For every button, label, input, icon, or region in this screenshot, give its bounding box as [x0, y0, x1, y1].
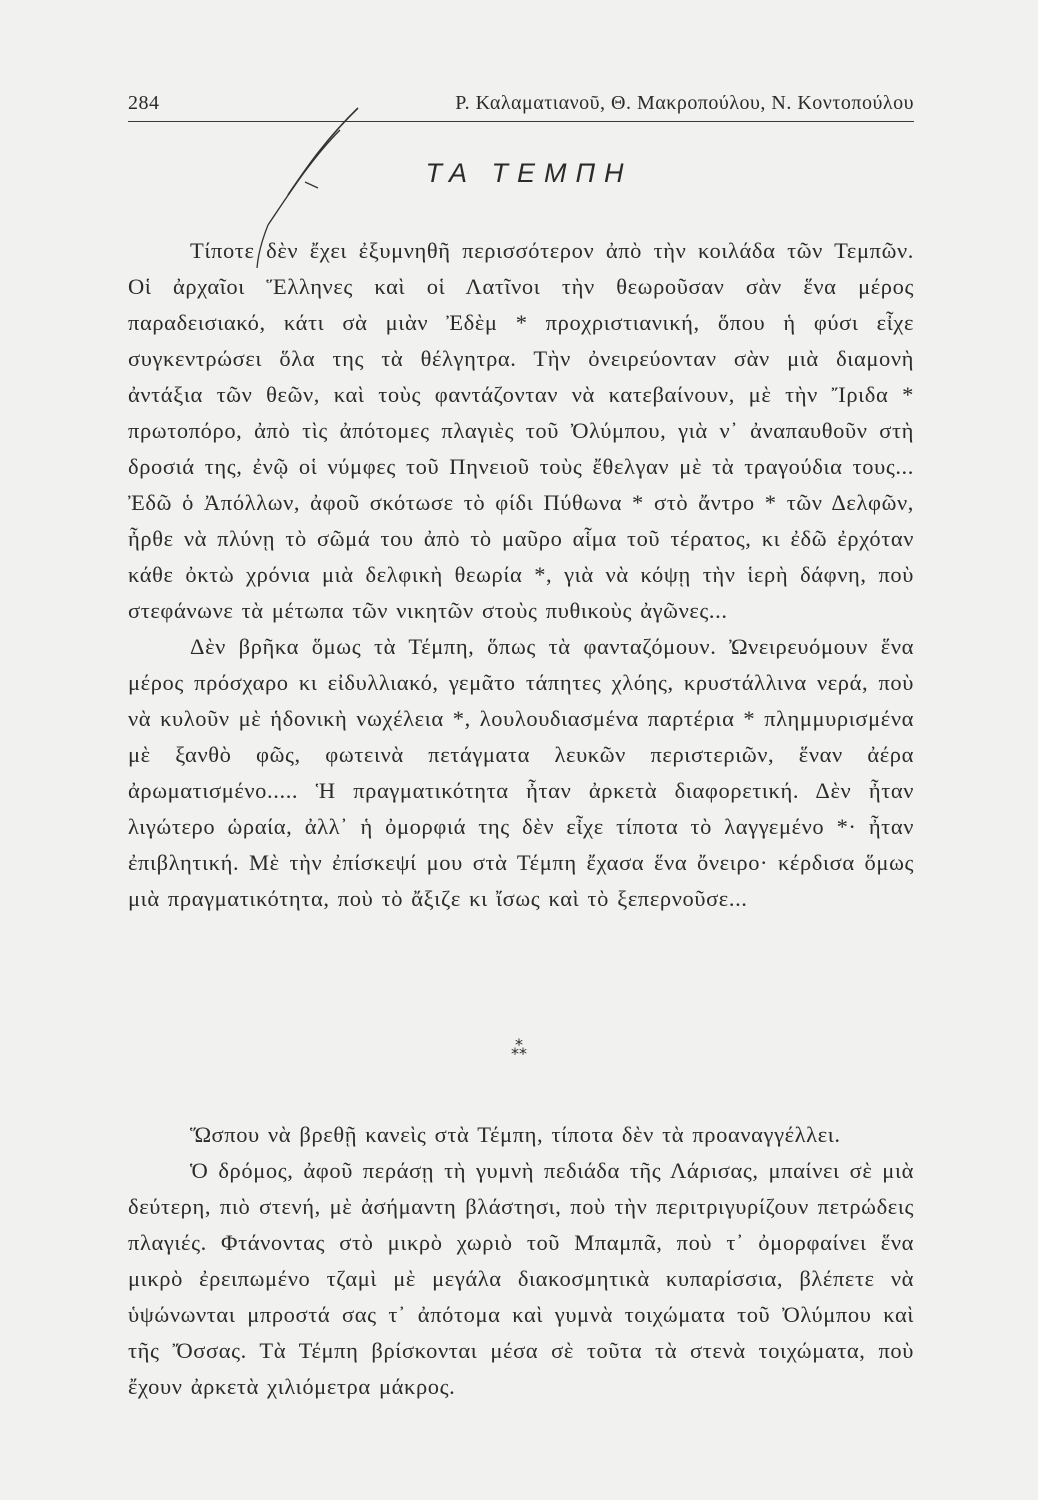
- paragraph: Δὲν βρῆκα ὅμως τὰ Τέμπη, ὅπως τὰ φανταζόμουν. Ὠνειρευόμουν ἕνα μέρος πρόσχαρο κι εἰδυλλιακό, γεμᾶτο τάπητες χλόης, κρυστάλλινα νερά, ποὺ νὰ κυλοῦν μὲ ἡδονικὴ νωχέλεια *, λουλουδιασμένα παρτέρια * πλημμυρισμένα μὲ ξανθὸ φῶς, φωτεινὰ πετάγματα λευκῶν περιστεριῶν, ἕναν ἀέρα ἀρωματισμένο..... Ἡ πραγματικότητα ἦταν ἀρκετὰ διαφορετική. Δὲν ἦταν λιγώτερο ὡραία, ἀλλ᾽ ἡ ὀμορφιά της δὲν εἶχε τίποτα τὸ λαγγεμένο *· ἦταν ἐπιβλητική. Μὲ τὴν ἐπίσκεψί μου στὰ Τέμπη ἔχασα ἕνα ὄνειρο· κέρδισα ὅμως μιὰ πραγματικότητα, ποὺ τὸ ἄξιζε κι ἴσως καὶ τὸ ξεπερνοῦσε...: [128, 634, 914, 911]
- section-2: [128, 1117, 914, 1405]
- running-head-authors: Ρ. Καλαματιανοῦ, Θ. Μακροπούλου, Ν. Κοντοπούλου: [455, 92, 914, 114]
- section-1: [128, 233, 914, 917]
- section-separator-asterism: * **: [511, 1035, 527, 1063]
- paragraph: Ὁ δρόμος, ἀφοῦ περάσῃ τὴ γυμνὴ πεδιάδα τῆς Λάρισας, μπαίνει σὲ μιὰ δεύτερη, πιὸ στενή, μὲ ἀσήμαντη βλάστησι, ποὺ τὴν περιτριγυρίζουν πετρώδεις πλαγιές. Φτάνοντας στὸ μικρὸ χωριὸ τοῦ Μπαμπᾶ, ποὺ τ᾽ ὀμορφαίνει ἕνα μικρὸ ἐρειπωμένο τζαμὶ μὲ μεγάλα διακοσμητικὰ κυπαρίσσια, βλέπετε νὰ ὑψώνωνται μπροστά σας τ᾽ ἀπότομα καὶ γυμνὰ τοιχώματα τοῦ Ὀλύμπου καὶ τῆς Ὄσσας. Τὰ Τέμπη βρίσκονται μέσα σὲ τοῦτα τὰ στενὰ τοιχώματα, ποὺ ἔχουν ἀρκετὰ χιλιόμετρα μάκρος.: [128, 1158, 914, 1399]
- paragraph: Τίποτε δὲν ἔχει ἐξυμνηθῆ περισσότερον ἀπὸ τὴν κοιλάδα τῶν Τεμπῶν. Οἱ ἀρχαῖοι Ἕλληνες καὶ οἱ Λατῖνοι τὴν θεωροῦσαν σὰν ἕνα μέρος παραδεισιακό, κάτι σὰ μιὰν Ἐδὲμ * προχριστιανική, ὅπου ἡ φύσι εἶχε συγκεντρώσει ὅλα της τὰ θέλγητρα. Τὴν ὀνειρεύονταν σὰν μιὰ διαμονὴ ἀντάξια τῶν θεῶν, καὶ τοὺς φαντάζονταν νὰ κατεβαίνουν, μὲ τὴν Ἴριδα * πρωτοπόρο, ἀπὸ τὶς ἀπότομες πλαγιὲς τοῦ Ὀλύμπου, γιὰ ν᾽ ἀναπαυθοῦν στὴ δροσιά της, ἐνῷ οἱ νύμφες τοῦ Πηνειοῦ τοὺς ἔθελγαν μὲ τὰ τραγούδια τους... Ἐδῶ ὁ Ἀπόλλων, ἀφοῦ σκότωσε τὸ φίδι Πύθωνα * στὸ ἄντρο * τῶν Δελφῶν, ἦρθε νὰ πλύνῃ τὸ σῶμά του ἀπὸ τὸ μαῦρο αἷμα τοῦ τέρατος, κι ἐδῶ ἐρχόταν κάθε ὀκτὼ χρόνια μιὰ δελφικὴ θεωρία *, γιὰ νὰ κόψῃ τὴν ἱερὴ δάφνη, ποὺ στεφάνωνε τὰ μέτωπα τῶν νικητῶν στοὺς πυθικοὺς ἀγῶνες...: [128, 238, 914, 623]
- paragraph: Ὥσπου νὰ βρεθῇ κανεὶς στὰ Τέμπη, τίποτα δὲν τὰ προαναγγέλλει.: [190, 1122, 841, 1147]
- page-title: ΤΑ ΤΕΜΠΗ: [425, 158, 633, 188]
- page-number: 284: [128, 92, 160, 114]
